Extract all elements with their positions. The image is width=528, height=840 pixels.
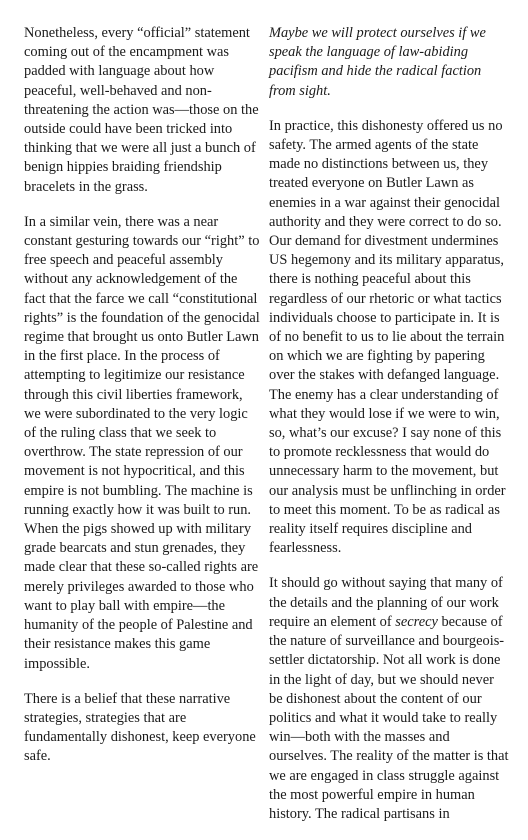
paragraph: In practice, this dishonesty offered us no safety. The armed agents of the state made no distinctions between us, they treated everyone on Butler Lawn as enemies in a war against their genocidal authority and they were correct to do so. Our demand for divestment undermines US hegemony and its military apparatus, there is nothing peaceful about this regardless of our rhetoric or what tactics individuals choose to participate in. It is of no benefit to us to lie about the terrain on which we are fighting by papering over the stakes with defanged language. The enemy has a clear understanding of what they would lose if we were to win, so, what’s our excuse? I say none of this to promote recklessness that would do unnecessary harm to the movement, but our analysis must be unflinching in order to meet this moment. To be as radical as reality itself requires discipline and fearlessness. xyxy=(269,117,506,557)
emphasized-word: secrecy xyxy=(395,613,438,630)
text-run: because of the nature of surveillance and bourgeois-settler dictatorship. Not all work is done in the light of day, but we should never be dishonest about the content of our politics and what it would take to really win—both with the masses and ourselves. The reality of the matter is that we are engaged in class struggle against the most powerful empire in human history. The radical partisans in xyxy=(269,613,509,822)
paragraph: In a similar vein, there was a near constant gesturing towards our “right” to free speech and peaceful assembly without any acknowledgement of the fact that the farce we call “constitutional rights” is the foundation of the genocidal regime that brought us onto Butler Lawn in the first place. In the process of attempting to legitimize our resistance through this civil liberties framework, we were subordinated to the very logic of the ruling class that we seek to overthrow. The state repression of our movement is not hypocritical, and this empire is not bumbling. The machine is running exactly how it was built to run. When the pigs showed up with military grade bearcats and stun grenades, they made clear that these so-called rights are merely privileges awarded to those who want to play ball with empire—the humanity of the people of Palestine and their resistance makes this game impossible. xyxy=(24,213,260,672)
right-column xyxy=(269,24,509,840)
paragraph: Nonetheless, every “official” statement coming out of the encampment was padded with language about how peaceful, well-behaved and non-threatening the action was—those on the outside could have been tricked into thinking that we were all just a bunch of benign hippies braiding friendship bracelets in the grass. xyxy=(24,25,259,195)
text-run: It should go without saying that many of the details and the planning of our work require an element of xyxy=(269,575,503,630)
italic-paragraph: Maybe we will protect ourselves if we speak the language of law-abiding pacifism and hide the radical faction from sight. xyxy=(269,25,486,99)
left-column xyxy=(24,24,262,783)
paragraph xyxy=(269,574,509,824)
paragraph: There is a belief that these narrative strategies, strategies that are fundamentally dishonest, keep everyone safe. xyxy=(24,690,256,765)
